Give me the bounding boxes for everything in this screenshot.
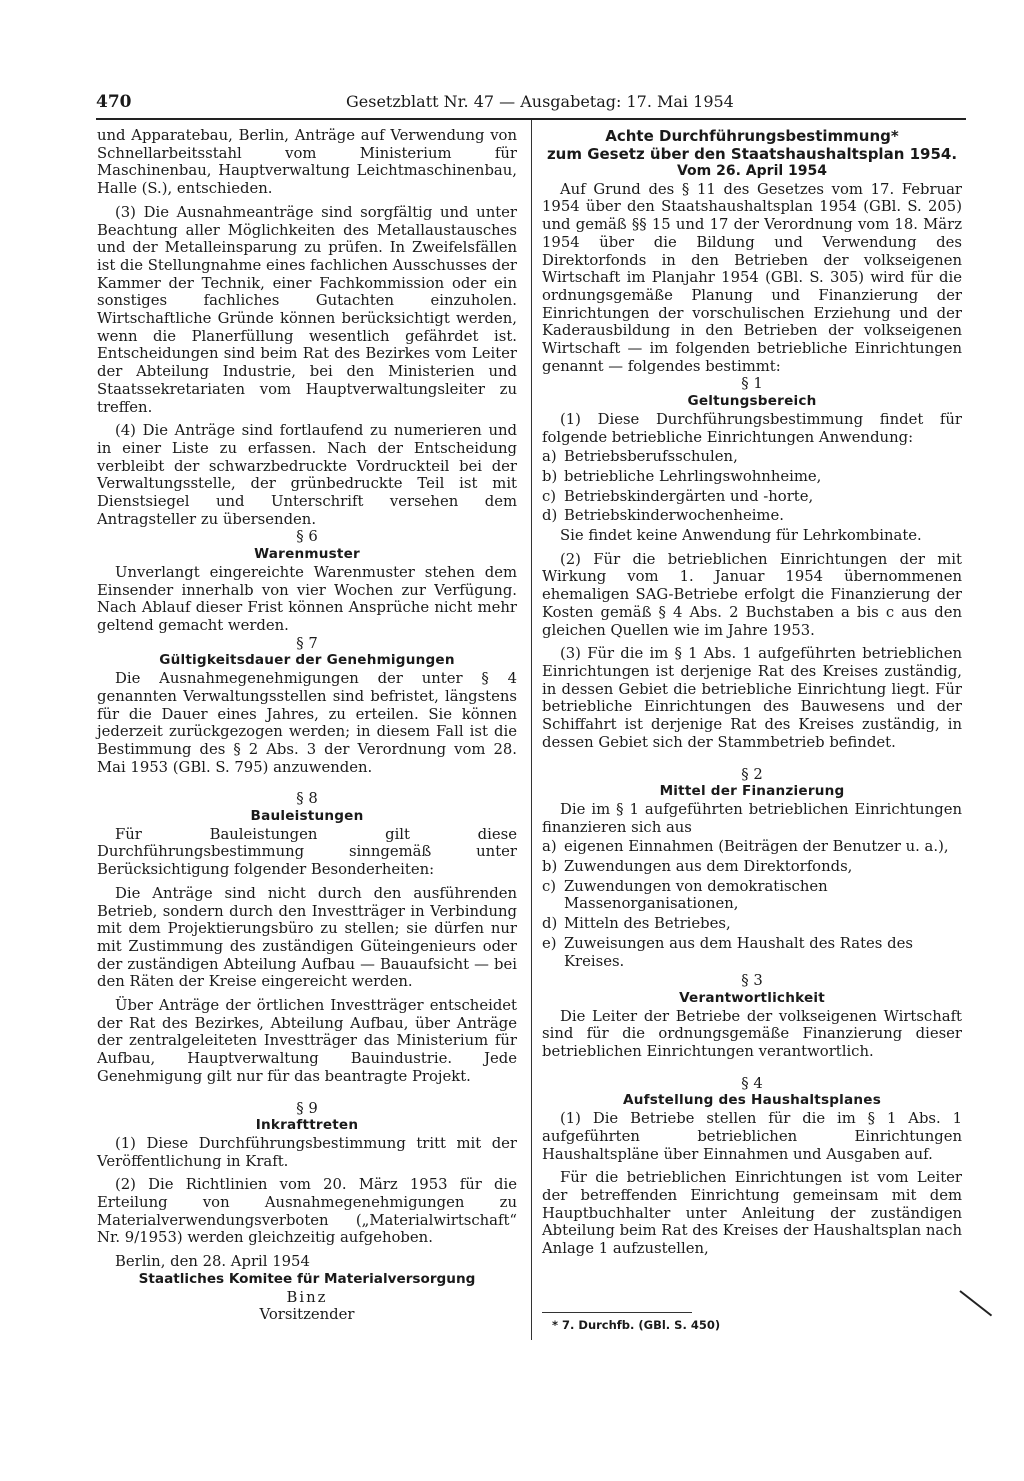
left-column [97,127,517,1324]
document-date: Vom 26. April 1954 [676,163,828,179]
footnote: * 7. Durchfb. (GBl. S. 450) [552,1318,721,1332]
paragraph: (4) Die Anträge sind fortlaufend zu numerieren und in einer Liste zu erfassen. Nach der Entscheidung verbleibt der schwarzbedruckte Vordruckteil bei der Verwaltungsstelle, der grünbedruckte Teil ist mit Dienstsiegel und Unterschrift versehen dem Antragsteller zu übersenden. [97,422,517,528]
paragraph: Für Bauleistungen gilt diese Durchführungsbestimmung sinngemäß unter Berücksichtigung folgender Besonderheiten: [97,825,517,879]
section-heading: Bauleistungen [250,808,364,825]
paragraph: und Apparatebau, Berlin, Anträge auf Verwendung von Schnellarbeitsstahl vom Ministerium für Maschinenbau, Hauptverwaltung Leichtmaschinenbau, Halle (S.), entschieden. [97,127,517,198]
paragraph: (3) Die Ausnahmeanträge sind sorgfältig und unter Beachtung aller Möglichkeiten des Metallaustausches und der Metalleinsparung zu prüfen. In Zweifelsfällen ist die Stellungnahme eines fachlichen Ausschusses der Kammer der Technik, einer Fachkommission oder ein sonstiges fachliches Gutachten einzuholen. Wirtschaftliche Gründe können berücksichtigt werden, wenn die Planerfüllung wesentlich gefährdet ist. Entscheidungen sind beim Rat des Bezirkes vom Leiter der Abteilung Industrie, bei den Ministerien und Staatssekretariaten vom Hauptverwaltungsleiter zu treffen. [97,203,517,416]
list-item: c) Zuwendungen von demokratischen Massenorganisationen, [542,877,828,913]
list-item: b) betriebliche Lehrlingswohnheime, [542,467,822,485]
section-number: § 6 [296,528,318,546]
section-heading: Geltungsbereich [687,393,817,410]
footnote-rule [542,1312,692,1313]
continuation-mark [959,1290,992,1316]
section-number: § 8 [296,790,318,808]
list-item: a) eigenen Einnahmen (Beiträgen der Benutzer u. a.), [542,838,949,856]
paragraph: Über Anträge der örtlichen Investträger entscheidet der Rat des Bezirkes, Abteilung Aufbau, über Anträge der zentralgeleiteten Investträger das Ministerium für Aufbau, Hauptverwaltung Bauindustrie. Jede Genehmigung gilt nur für das beantragte Projekt. [97,997,517,1085]
section-number: § 2 [741,765,763,783]
section-number: § 1 [741,375,763,393]
section-heading: Inkrafttreten [255,1117,359,1134]
paragraph: (1) Diese Durchführungsbestimmung findet für folgende betriebliche Einrichtungen Anwendung: [542,410,962,446]
signature-name: Binz [286,1288,328,1306]
right-column [542,127,962,1258]
signature-organization: Staatliches Komitee für Materialversorgung [138,1270,476,1287]
paragraph: Für die betrieblichen Einrichtungen ist vom Leiter der betreffenden Einrichtung gemeinsam mit dem Hauptbuchhalter unter Anleitung der zuständigen Abteilung beim Rat des Kreises der Haushaltsplan nach Anlage 1 aufzustellen, [542,1169,962,1258]
section-number: § 9 [296,1099,318,1117]
column-divider [531,120,532,1340]
section-number: § 3 [741,972,763,990]
list-item: b) Zuwendungen aus dem Direktorfonds, [542,858,853,876]
paragraph: Unverlangt eingereichte Warenmuster stehen dem Einsender innerhalb von vier Wochen zur Verfügung. Nach Ablauf dieser Frist können Ansprüche nicht mehr geltend gemacht werden. [97,563,517,634]
list-item: c) Betriebskindergärten und -horte, [542,487,814,505]
section-number: § 7 [296,634,318,652]
section-number: § 4 [741,1074,763,1092]
list-item: a) Betriebsberufsschulen, [542,448,738,466]
section-heading: Aufstellung des Haushaltsplanes [622,1092,881,1109]
list [542,448,962,525]
paragraph: (3) Für die im § 1 Abs. 1 aufgeführten betrieblichen Einrichtungen ist derjenige Rat des Kreises zuständig, in dessen Gebiet die betriebliche Einrichtung liegt. Für betriebliche Einrichtungen des Bauwesens und der Schiffahrt ist derjenige Rat des Kreises zuständig, in dessen Gebiet sich der Stammbetrieb befindet. [542,645,962,751]
paragraph: Sie findet keine Anwendung für Lehrkombinate. [560,527,922,545]
section-heading: Verantwortlichkeit [679,989,825,1006]
list-item: d) Betriebskinderwochenheime. [542,507,784,525]
paragraph: (1) Diese Durchführungsbestimmung tritt mit der Veröffentlichung in Kraft. [97,1134,517,1170]
list-item: e) Zuweisungen aus dem Haushalt des Rates des Kreises. [542,934,913,970]
paragraph: (2) Für die betrieblichen Einrichtungen der mit Wirkung vom 1. Januar 1954 übernommenen ehemaligen SAG-Betriebe erfolgt die Finanzierung der Kosten gemäß § 4 Abs. 2 Buchstaben a bis c aus den gleichen Quellen wie im Jahre 1953. [542,550,962,639]
header-title: Gesetzblatt Nr. 47 — Ausgabetag: 17. Mai 1954 [346,92,734,111]
list [542,838,962,970]
document-subtitle: zum Gesetz über den Staatshaushaltsplan 1954. [546,145,958,163]
section-heading: Gültigkeitsdauer der Genehmigungen [159,652,455,669]
paragraph: (2) Die Richtlinien vom 20. März 1953 für die Erteilung von Ausnahmegenehmigungen zu Materialverwendungsverboten („Materialwirtschaft“ Nr. 9/1953) werden gleichzeitig aufgehoben. [97,1176,517,1247]
paragraph: Auf Grund des § 11 des Gesetzes vom 17. Februar 1954 über den Staatshaushaltsplan 1954 (GBl. S. 205) und gemäß §§ 15 und 17 der Verordnung vom 18. März 1954 über die Bildung und Verwendung des Direktorfonds in den Betrieben der volkseigenen Wirtschaft im Planjahr 1954 (GBl. S. 305) wird für die ordnungsgemäße Planung und Finanzierung der Einrichtungen der vorschulischen Erziehung und der Kaderausbildung in den Betrieben der volkseigenen Wirtschaft — im folgenden betriebliche Einrichtungen genannt — folgendes bestimmt: [542,180,962,375]
paragraph: Die im § 1 aufgeführten betrieblichen Einrichtungen finanzieren sich aus [542,800,962,836]
paragraph: Die Ausnahmegenehmigungen der unter § 4 genannten Verwaltungsstellen sind befristet, längstens für die Dauer eines Jahres, zu erteilen. Sie können jederzeit zurückgezogen werden; in diesem Fall ist die Bestimmung des § 2 Abs. 3 der Verordnung vom 28. Mai 1953 (GBl. S. 795) anzuwenden. [97,670,517,776]
section-heading: Warenmuster [254,546,360,563]
page-header [96,92,966,114]
section-heading: Mittel der Finanzierung [659,783,845,800]
document-title: Achte Durchführungsbestimmung* [605,127,899,145]
paragraph: Die Leiter der Betriebe der volkseigenen Wirtschaft sind für die ordnungsgemäße Finanzierung dieser betrieblichen Einrichtungen verantwortlich. [542,1007,962,1061]
list-item: d) Mitteln des Betriebes, [542,915,731,933]
place-date: Berlin, den 28. April 1954 [115,1253,310,1271]
signature-role: Vorsitzender [259,1306,355,1324]
paragraph: (1) Die Betriebe stellen für die im § 1 Abs. 1 aufgeführten betrieblichen Einrichtungen Haushaltspläne über Einnahmen und Ausgaben auf. [542,1110,962,1163]
paragraph: Die Anträge sind nicht durch den ausführenden Betrieb, sondern durch den Investträger in Verbindung mit dem Projektierungsbüro zu stellen; sie dürfen nur mit Zustimmung des zuständigen Güteingenieurs oder der zuständigen Abteilung Aufbau — Bauaufsicht — bei den Räten der Kreise eingereicht werden. [97,884,517,991]
page-number: 470 [96,92,132,112]
